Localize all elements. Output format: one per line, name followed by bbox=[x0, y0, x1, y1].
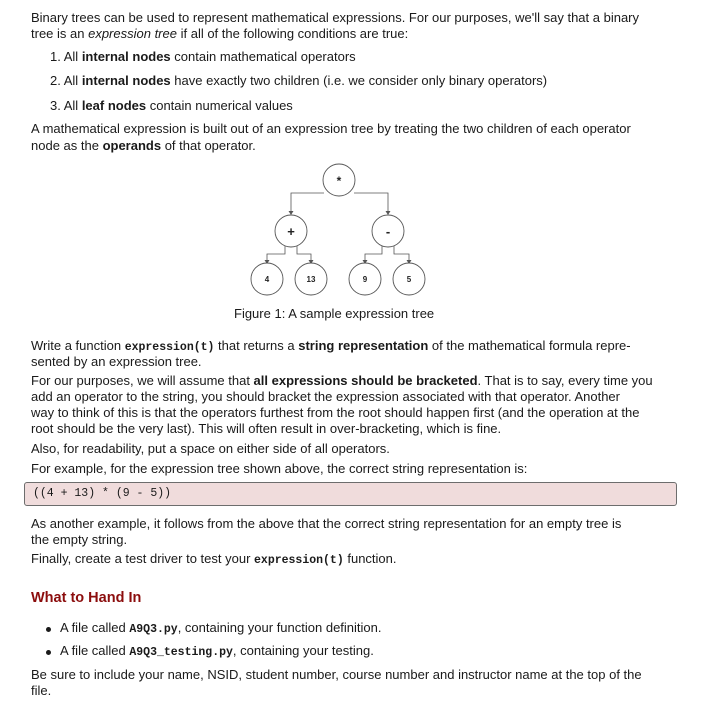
empty-tree-paragraph-line2: the empty string. bbox=[31, 532, 128, 547]
item-number: 3. bbox=[50, 98, 61, 113]
term-expression-tree: expression tree bbox=[88, 26, 177, 41]
node-label: - bbox=[385, 224, 391, 239]
text: have exactly two children (i.e. we consider only binary operators) bbox=[170, 73, 548, 88]
text: contain mathematical operators bbox=[170, 49, 356, 64]
text: contain numerical values bbox=[146, 98, 293, 113]
node-label: 9 bbox=[362, 275, 368, 284]
inline-code: expression(t) bbox=[124, 341, 215, 354]
text: node as the bbox=[31, 138, 103, 153]
text: All bbox=[63, 73, 82, 88]
bold-text: leaf nodes bbox=[81, 98, 147, 113]
bold-text: internal nodes bbox=[81, 73, 171, 88]
bracket-paragraph-line: root should be the very last). This will often result in over-bracketing, which is fine. bbox=[31, 421, 502, 436]
text: of that operator. bbox=[161, 138, 256, 153]
empty-tree-paragraph: As another example, it follows from the above that the correct string representation for an empty tree is bbox=[31, 516, 622, 531]
filename: A9Q3_testing.py bbox=[129, 646, 233, 659]
text: tree is an bbox=[31, 26, 89, 41]
text: . That is to say, every time you bbox=[477, 373, 653, 388]
item-number: 2. bbox=[50, 73, 61, 88]
text: All bbox=[63, 49, 82, 64]
hand-in-item bbox=[60, 620, 382, 638]
text: A file called bbox=[60, 643, 130, 658]
hand-in-note-line2: file. bbox=[31, 683, 52, 698]
text: of the mathematical formula repre- bbox=[428, 338, 631, 353]
text: Finally, create a test driver to test your bbox=[31, 551, 255, 566]
bold-text: all expressions should be bracketed bbox=[253, 373, 478, 388]
text: if all of the following conditions are true: bbox=[176, 26, 409, 41]
finally-paragraph bbox=[31, 551, 397, 569]
text: A file called bbox=[60, 620, 130, 635]
node-label: 13 bbox=[306, 275, 316, 284]
node-label: * bbox=[336, 174, 342, 188]
item-number: 1. bbox=[50, 49, 61, 64]
figure-caption: Figure 1: A sample expression tree bbox=[234, 306, 435, 321]
filename: A9Q3.py bbox=[129, 623, 178, 636]
text: function. bbox=[343, 551, 397, 566]
bracket-paragraph-line: add an operator to the string, you should bracket the expression associated with that operator. Another bbox=[31, 389, 620, 404]
example-paragraph: For example, for the expression tree shown above, the correct string representation is: bbox=[31, 461, 528, 476]
text: A mathematical expression is built out of an expression tree by treating the two children of each operator bbox=[31, 121, 631, 136]
bullet-icon bbox=[46, 650, 51, 655]
bold-text: operands bbox=[102, 138, 162, 153]
node-label: 5 bbox=[406, 275, 412, 284]
bracket-paragraph bbox=[31, 373, 653, 389]
spaces-paragraph: Also, for readability, put a space on either side of all operators. bbox=[31, 441, 390, 456]
bold-text: internal nodes bbox=[81, 49, 171, 64]
write-function-paragraph-line2: sented by an expression tree. bbox=[31, 354, 202, 369]
node-label: + bbox=[287, 224, 295, 239]
text: All bbox=[63, 98, 82, 113]
text: , containing your testing. bbox=[232, 643, 374, 658]
bold-text: string representation bbox=[298, 338, 429, 353]
bullet-icon bbox=[46, 627, 51, 632]
text: Write a function bbox=[31, 338, 125, 353]
example-code-block bbox=[24, 482, 677, 506]
text: , containing your function definition. bbox=[177, 620, 382, 635]
code-text: ((4 + 13) * (9 - 5)) bbox=[33, 487, 172, 500]
text: For our purposes, we will assume that bbox=[31, 373, 254, 388]
expression-tree-figure bbox=[0, 0, 728, 310]
hand-in-heading: What to Hand In bbox=[31, 590, 142, 606]
text: that returns a bbox=[214, 338, 299, 353]
bracket-paragraph-line: way to think of this is that the operators furthest from the root should happen first (and the operation at the bbox=[31, 405, 640, 420]
hand-in-note: Be sure to include your name, NSID, student number, course number and instructor name at the top of the bbox=[31, 667, 642, 682]
node-label: 4 bbox=[264, 275, 270, 284]
inline-code: expression(t) bbox=[254, 554, 344, 567]
text: Binary trees can be used to represent mathematical expressions. For our purposes, we'll say that a binary bbox=[31, 10, 640, 25]
hand-in-item bbox=[60, 643, 374, 661]
